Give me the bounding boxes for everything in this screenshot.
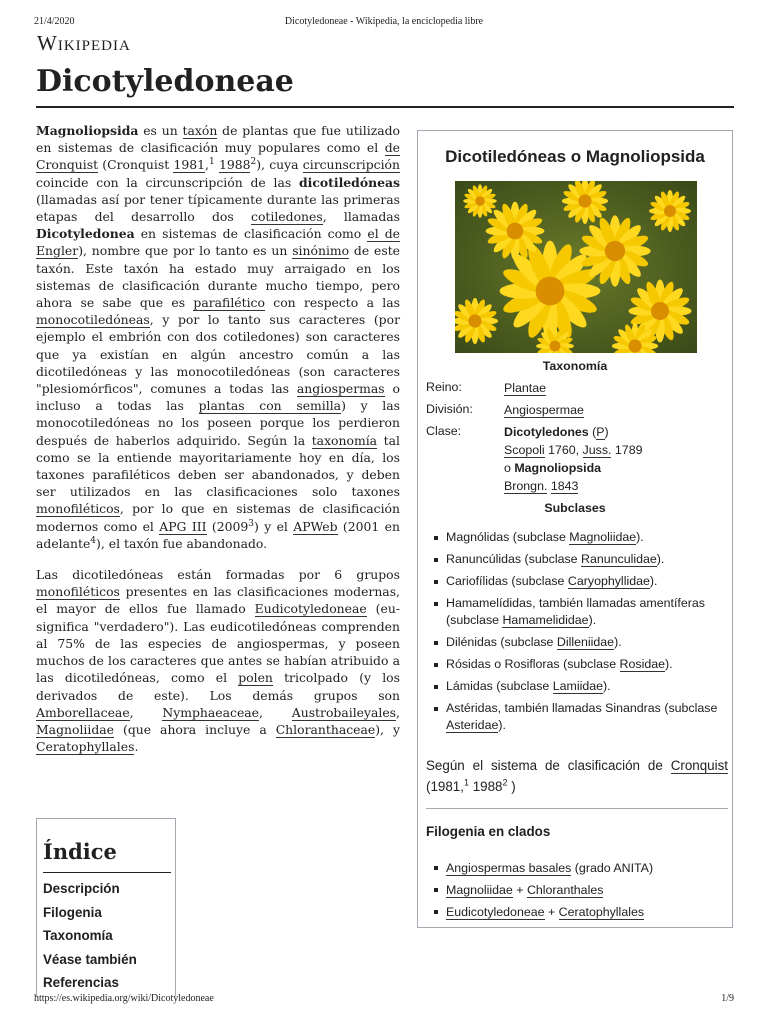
text: ), nombre que por lo tanto es un — [78, 243, 293, 259]
link-plantas-con-semilla[interactable]: plantas con semilla — [198, 398, 342, 414]
subclase-item — [426, 634, 726, 651]
link-subclase[interactable]: Ranunculidae — [581, 552, 657, 566]
text: , por lo que en sistemas de clasificación modernos como el — [36, 501, 400, 534]
toc-item[interactable]: Descripción — [43, 881, 120, 896]
link-1988[interactable]: 1988 — [218, 157, 251, 173]
text: Magnólidas (subclase — [446, 530, 570, 544]
ref-3[interactable]: 3 — [248, 518, 254, 529]
filogenia-list — [426, 859, 726, 925]
link-clado-a[interactable]: Eudicotyledoneae — [446, 905, 545, 919]
text: ), el taxón fue abandonado. — [96, 535, 268, 551]
link-chloranthaceae[interactable]: Chloranthaceae — [275, 721, 376, 737]
text: 1760, — [544, 443, 583, 457]
text: (Cronquist — [98, 157, 174, 173]
ref-1[interactable]: 1 — [463, 777, 469, 788]
text: ). — [649, 574, 658, 588]
text: coincide con la circunscripción de las — [36, 174, 299, 190]
link-magnoliidae[interactable]: Magnoliidae — [36, 721, 114, 737]
text: Hamamelídidas, también llamadas amentíferas (subclase — [446, 596, 705, 627]
text: ). — [614, 635, 622, 649]
text: , llamadas — [322, 209, 401, 225]
page-title: Dicotyledoneae — [36, 64, 294, 99]
ref-1[interactable]: 1 — [208, 157, 215, 168]
link-monofileticos-2[interactable]: monofiléticos — [36, 584, 120, 600]
subclases-header: Subclases — [544, 501, 606, 515]
text: Las dicotiledóneas están formadas por 6 grupos — [36, 567, 400, 583]
link-de-cronquist[interactable]: de Cronquist — [36, 140, 400, 173]
toc-title: Índice — [43, 839, 117, 864]
toc-item[interactable]: Filogenia — [43, 904, 102, 920]
text: (eu- significa "verdadero"). Las eudicotiledóneas comprenden al 75% de las especies de angiospermas, y poseen muchos de los caracteres que antes se habían atribuido a las dicotiledóneas, como el — [36, 601, 400, 686]
text: 1789 — [611, 443, 643, 457]
link-clado-a[interactable]: Magnoliidae — [446, 883, 513, 897]
link-polen[interactable]: polen — [238, 670, 273, 686]
link-p[interactable]: P — [596, 425, 605, 439]
wikipedia-wordmark[interactable]: Wikipedia — [37, 31, 131, 55]
print-page-number: 1/9 — [721, 993, 734, 1004]
text: tal como se la entiende mayoritariamente hoy en día, los taxones parafiléticos deben ser abandonados, y deben ser utilizados en las clasificaciones solo taxones — [36, 432, 400, 500]
text: (grado ANITA) — [571, 861, 654, 875]
subclase-item — [426, 678, 726, 695]
term-magnoliopsida: Magnoliopsida — [36, 123, 139, 138]
row-clase-label: Clase: — [426, 424, 462, 438]
link-monocotiledoneas[interactable]: monocotiledóneas — [36, 312, 150, 328]
text: ). — [498, 718, 506, 732]
link-cotiledones[interactable]: cotiledones — [251, 209, 323, 225]
text: presentes en las clasificaciones modernas, el mayor de ellos fue llamado — [36, 584, 400, 617]
text: Dilénidas (subclase — [446, 635, 557, 649]
text: (que ahora incluye a — [114, 721, 276, 737]
term-dicotiledoneas: dicotiledóneas — [298, 174, 400, 190]
text: ) y las monocotiledóneas no los poseen porque los perdieron después de haberlos adquirido. Según la — [36, 398, 400, 448]
text: , y por lo tanto sus caracteres (por ejemplo el embrión con dos cotiledones) son caracteres que ya existían en algún ancestro común a las dicotiledóneas y las monocotiledóneas (son caracteres "plesiomórficos", comunes a todas las — [36, 312, 400, 397]
toc-item[interactable]: Véase también — [43, 951, 137, 967]
link-subclase[interactable]: Dilleniidae — [556, 635, 615, 649]
link-1843[interactable]: 1843 — [550, 479, 579, 493]
link-nymphaeaceae[interactable]: Nymphaeaceae — [162, 704, 260, 720]
clase-name-2: Magnoliopsida — [514, 461, 602, 475]
link-subclase[interactable]: Lamiidae — [552, 679, 604, 693]
link-subclase[interactable]: Magnoliidae — [569, 530, 637, 544]
filogenia-item — [426, 881, 726, 899]
text: . — [134, 739, 139, 755]
text: Cariofílidas (subclase — [446, 574, 568, 588]
print-doc-title: Dicotyledoneae - Wikipedia, la enciclopedia libre — [284, 16, 484, 27]
text: , — [205, 157, 209, 173]
link-taxonomia[interactable]: taxonomía — [311, 432, 378, 448]
row-reino-label: Reino: — [426, 380, 462, 394]
link-1981[interactable]: 1981 — [173, 157, 205, 173]
text: Lámidas (subclase — [446, 679, 553, 693]
toc-list — [43, 877, 137, 995]
link-eudicotyledoneae[interactable]: Eudicotyledoneae — [254, 601, 367, 617]
text: ). — [588, 613, 597, 627]
link-subclase[interactable]: Hamamelididae — [502, 613, 589, 627]
taxobox-title: Dicotiledóneas o Magnoliopsida — [445, 147, 705, 166]
subclase-item — [426, 595, 726, 629]
text: en sistemas de clasificación como — [134, 226, 368, 242]
text: (2001 en adelante — [36, 518, 400, 551]
link-monofileticos[interactable]: monofiléticos — [36, 501, 120, 517]
text: ). — [603, 679, 611, 693]
link-juss[interactable]: Juss. — [582, 443, 612, 457]
link-cronquist[interactable]: Cronquist — [670, 758, 728, 773]
text: + — [512, 883, 527, 897]
text: o — [504, 461, 515, 475]
link-clado-b[interactable]: Ceratophyllales — [558, 905, 645, 919]
subclases-list — [426, 529, 726, 739]
text: ). — [656, 552, 665, 566]
link-plantae[interactable]: Plantae — [504, 381, 547, 395]
text: Ranuncúlidas (subclase — [446, 552, 581, 566]
text: , — [129, 704, 163, 720]
row-clase-value — [504, 423, 642, 495]
ref-4[interactable]: 4 — [90, 535, 97, 546]
link-scopoli[interactable]: Scopoli — [504, 443, 545, 457]
ref-2[interactable]: 2 — [250, 157, 257, 168]
row-division-label: División: — [426, 402, 473, 416]
link-apg-iii[interactable]: APG III — [159, 518, 207, 534]
text: de este taxón. Este taxón ha estado muy arraigado en los sistemas de clasificación durante mucho tiempo, pero ahora se sabe que es — [36, 243, 401, 311]
link-clado-a[interactable]: Angiospermas basales — [446, 861, 572, 875]
print-url: https://es.wikipedia.org/wiki/Dicotyledoneae — [34, 993, 214, 1004]
text: o incluso a todas las — [36, 381, 400, 414]
text: tricolpado (y los derivados de este). Los demás grupos son — [36, 670, 400, 703]
subclase-item — [426, 573, 726, 590]
paragraph-1 — [36, 122, 400, 552]
article-body — [36, 122, 400, 769]
flower-shape — [579, 215, 650, 286]
cronquist-note — [426, 755, 728, 797]
toc-divider — [43, 872, 171, 873]
link-sinonimo[interactable]: sinónimo — [292, 243, 350, 259]
flower-shape — [486, 202, 545, 261]
flower-shape — [649, 190, 691, 232]
link-angiospermae[interactable]: Angiospermae — [504, 403, 584, 417]
subclase-item — [426, 656, 726, 673]
text: Rósidas o Rosifloras (subclase — [446, 657, 620, 671]
filogenia-title: Filogenia en clados — [426, 824, 551, 839]
text: ). — [665, 657, 673, 671]
text: ), y — [375, 721, 400, 737]
link-angiospermas[interactable]: angiospermas — [296, 381, 385, 397]
text: es un — [138, 123, 183, 138]
print-date: 21/4/2020 — [34, 16, 75, 27]
text: Astéridas, también llamadas Sinandras (subclase — [446, 701, 718, 715]
text: ) y el — [253, 518, 294, 534]
text: con respecto a las — [264, 295, 400, 311]
filogenia-item — [426, 903, 726, 921]
paragraph-2 — [36, 566, 400, 755]
link-taxon[interactable]: taxón — [182, 123, 218, 138]
text: ( — [588, 425, 597, 439]
link-subclase[interactable]: Asteridae — [446, 718, 499, 732]
clase-name-1: Dicotyledones — [504, 425, 589, 439]
link-brongn[interactable]: Brongn. — [504, 479, 548, 493]
link-subclase[interactable]: Caryophyllidae — [567, 574, 650, 588]
subclase-item — [426, 551, 726, 568]
link-apweb[interactable]: APWeb — [293, 518, 338, 534]
link-el-de-engler[interactable]: el de Engler — [36, 226, 401, 259]
flower-photo[interactable] — [455, 181, 697, 353]
flower-shape — [463, 184, 497, 218]
text: ) — [507, 779, 516, 794]
text: ) — [604, 425, 609, 439]
ref-2[interactable]: 2 — [502, 777, 508, 788]
subclase-item — [426, 529, 726, 546]
link-clado-b[interactable]: Chloranthales — [526, 883, 604, 897]
text: (1981, — [426, 779, 464, 794]
text: , — [259, 704, 292, 720]
text: (2009 — [206, 518, 249, 534]
text: , — [396, 704, 400, 720]
term-dicotyledonea: Dicotyledonea — [36, 226, 135, 242]
text: ). — [636, 530, 644, 544]
link-ceratophyllales[interactable]: Ceratophyllales — [36, 739, 135, 755]
text: Según el sistema de clasificación de — [426, 758, 671, 773]
subclase-item — [426, 700, 726, 734]
text: + — [544, 905, 559, 919]
text: de plantas que fue utilizado en sistemas de clasificación muy populares como el — [36, 123, 400, 156]
link-circunscripcion[interactable]: circunscripción — [302, 157, 400, 173]
toc-item[interactable]: Taxonomía — [43, 928, 113, 944]
title-divider — [36, 106, 734, 108]
filogenia-item — [426, 859, 726, 877]
text: ), cuya — [256, 157, 303, 173]
text: (llamadas así por tener típicamente durante las primeras etapas del desarrollo dos — [36, 191, 400, 225]
link-austrobaileyales[interactable]: Austrobaileyales — [291, 704, 397, 720]
text: 1988 — [468, 779, 503, 794]
link-subclase[interactable]: Rosidae — [619, 657, 666, 671]
link-amborellaceae[interactable]: Amborellaceae — [36, 704, 130, 720]
taxobox — [417, 130, 733, 928]
toc-item[interactable]: Referencias — [43, 975, 119, 991]
taxonomy-header: Taxonomía — [542, 359, 608, 373]
taxobox-divider — [426, 808, 728, 809]
link-parafiletico[interactable]: parafilético — [193, 295, 265, 311]
table-of-contents — [36, 818, 176, 996]
